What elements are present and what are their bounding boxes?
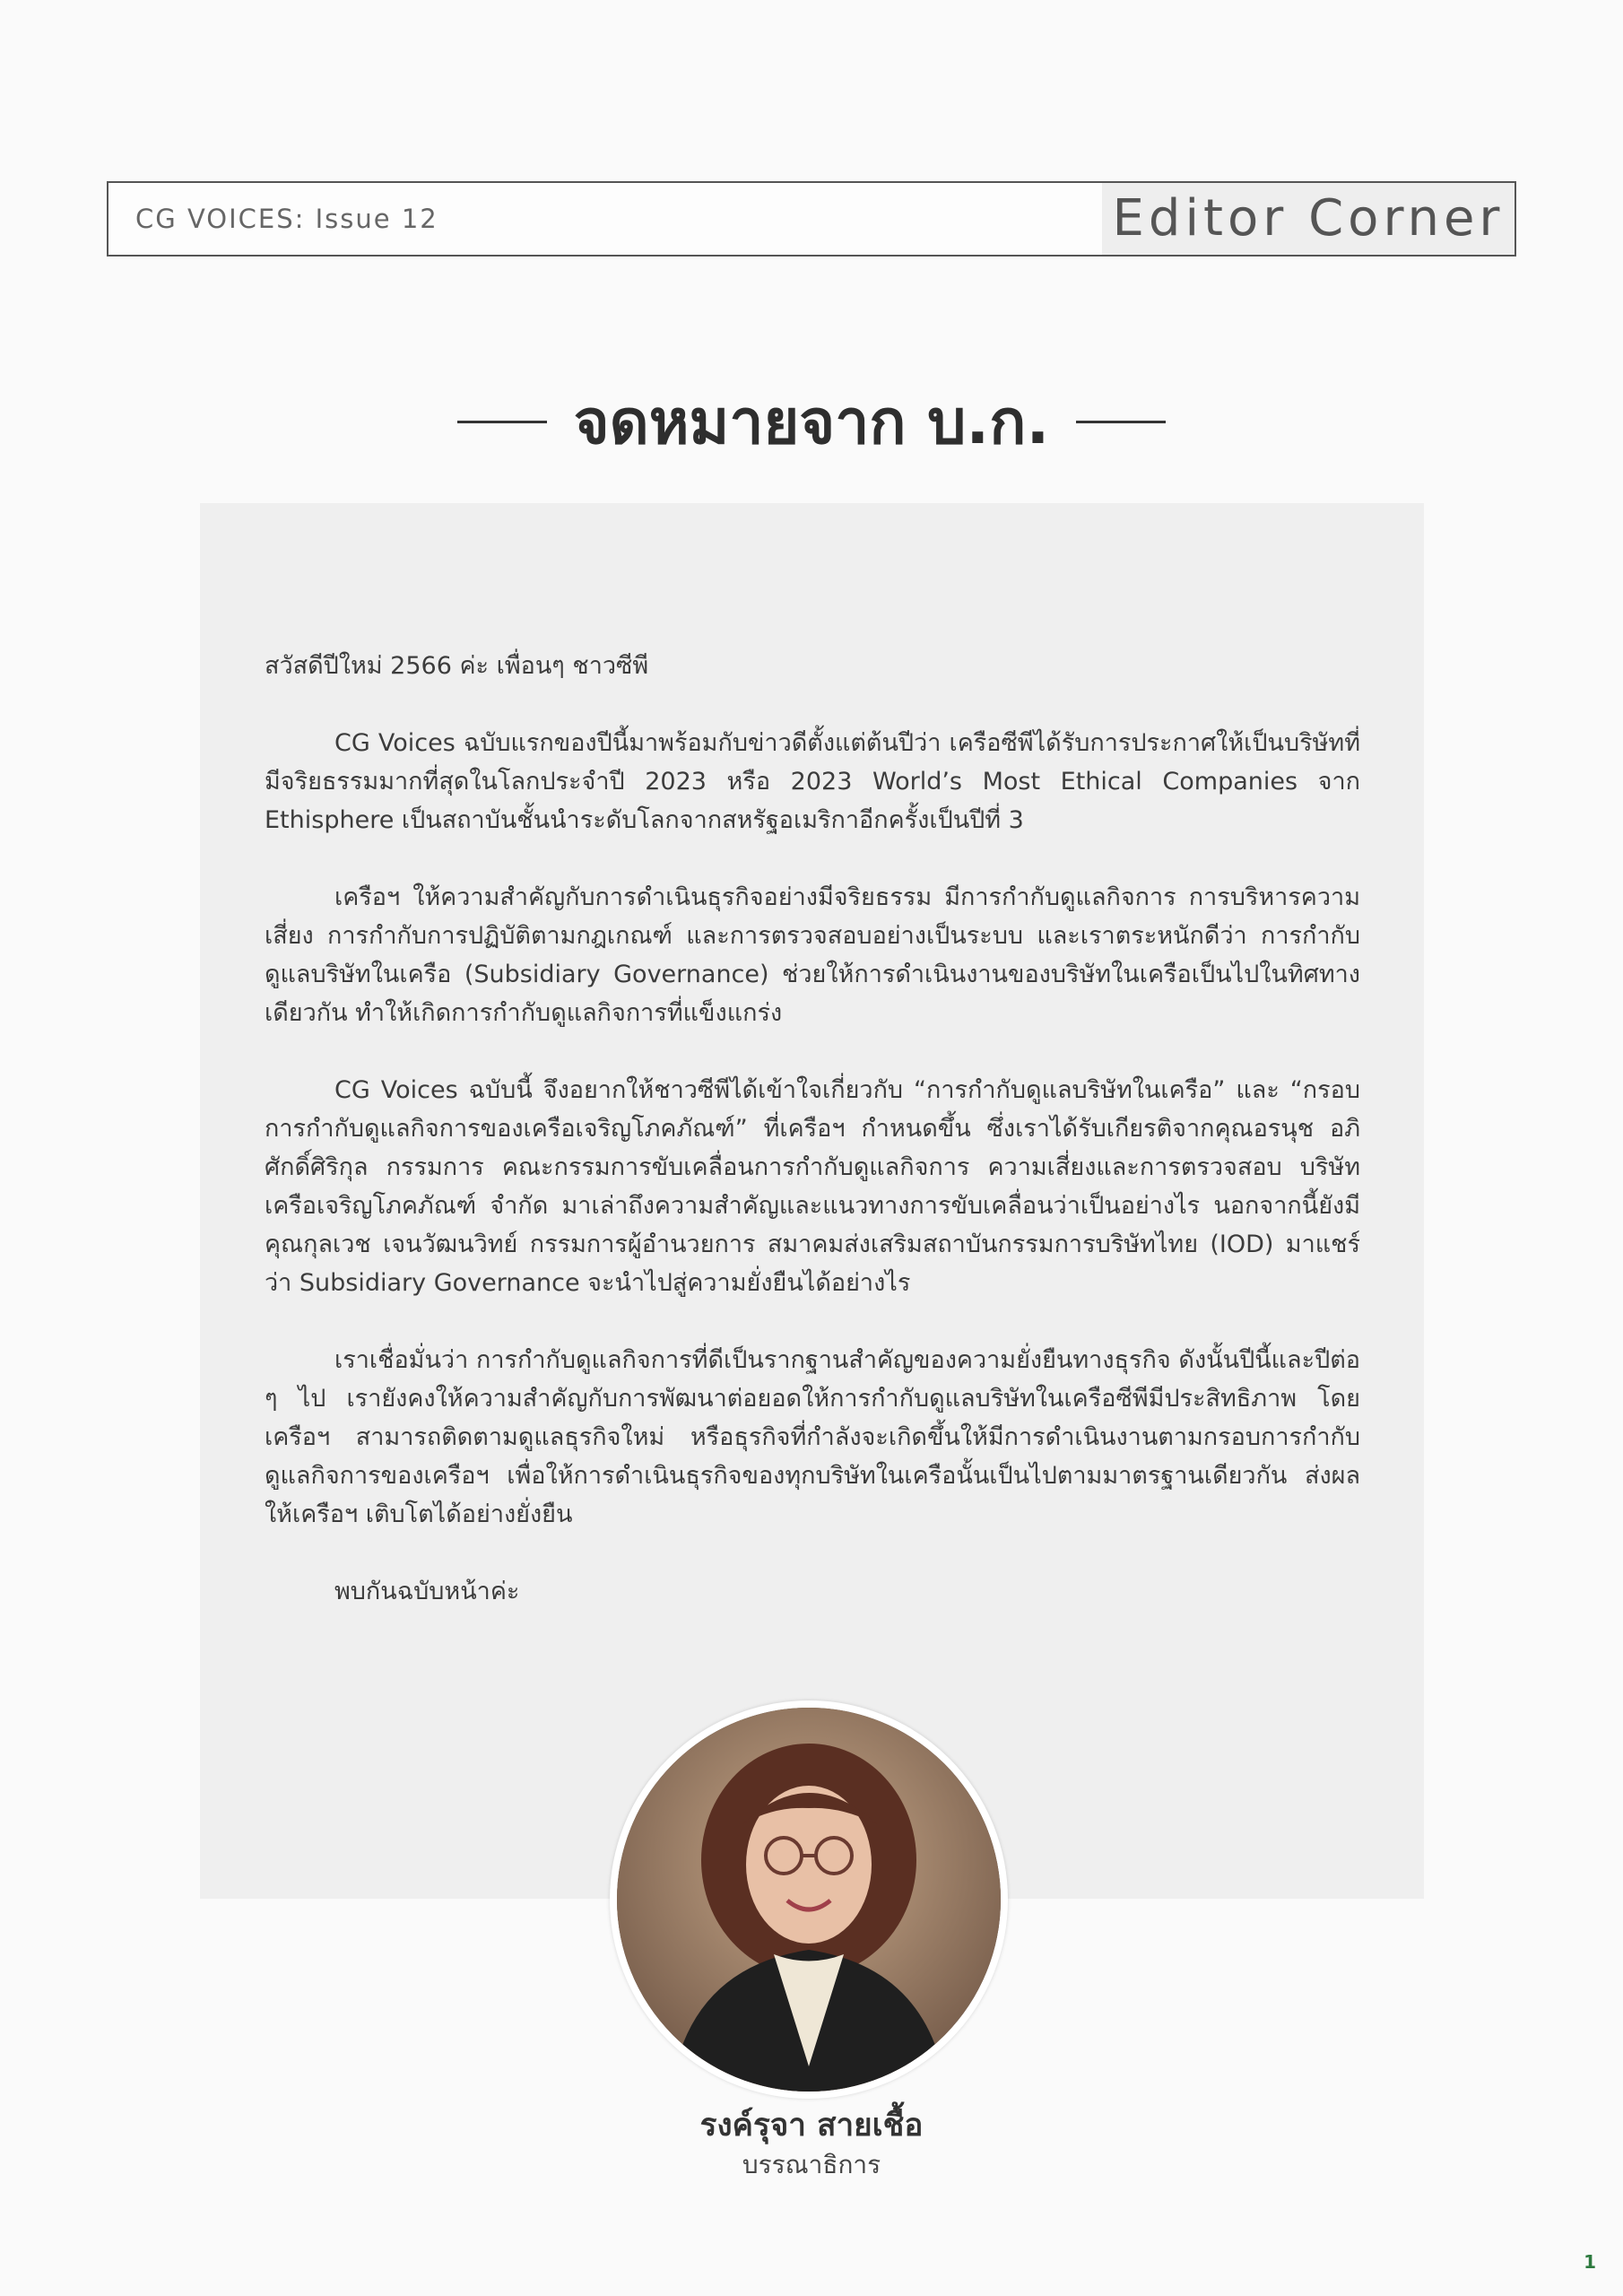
letter-panel [200,503,1424,1899]
letter-greeting: สวัสดีปีใหม่ 2566 ค่ะ เพื่อนๆ ชาวซีพี [265,652,649,680]
section-label: Editor Corner [1102,183,1515,255]
title-row [0,381,1623,462]
title-rule-right [1076,421,1166,423]
letter-paragraph: เราเชื่อมั่นว่า การกำกับดูแลกิจการที่ดีเป็นรากฐานสำคัญของความยั่งยืนทางธุรกิจ ดังนั้นปีนี้และปีต่อ ๆ ไป เรายังคงให้ความสำคัญกับการพัฒนาต่อยอดให้การกำกับดูแลบริษัทในเครือซีพีมีประสิทธิภาพ โดยเครือฯ สามารถติดตามดูแลธุรกิจใหม่ หรือธุรกิจที่กำลังจะเกิดขึ้นให้มีการดำเนินงานตามกรอบการกำกับดูแลกิจการของเครือฯ เพื่อให้การดำเนินธุรกิจของทุกบริษัทในเครือนั้นเป็นไปตามมาตรฐานเดียวกัน ส่งผลให้เครือฯ เติบโตได้อย่างยั่งยืน [265,1346,1360,1528]
editor-photo [610,1700,1008,2099]
letter-closing: พบกันฉบับหน้าค่ะ [334,1578,520,1605]
editor-portrait-image [617,1708,1001,2092]
letter-paragraph: เครือฯ ให้ความสำคัญกับการดำเนินธุรกิจอย่างมีจริยธรรม มีการกำกับดูแลกิจการ การบริหารความเสี่ยง การกำกับการปฏิบัติตามกฎเกณฑ์ และการตรวจสอบอย่างเป็นระบบ และเราตระหนักดีว่า การกำกับดูแลบริษัทในเครือ (Subsidiary Governance) ช่วยให้การดำเนินงานของบริษัทในเครือเป็นไปในทิศทางเดียวกัน ทำให้เกิดการกำกับดูแลกิจการที่แข็งแกร่ง [265,883,1360,1027]
letter-body [265,647,1360,1649]
editor-role: บรรณาธิการ [742,2150,881,2179]
title-rule-left [457,421,547,423]
page-number: 1 [1584,2251,1596,2273]
letter-paragraph: CG Voices ฉบับแรกของปีนี้มาพร้อมกับข่าวดีตั้งแต่ต้นปีว่า เครือซีพีได้รับการประกาศให้เป็นบริษัทที่มีจริยธรรมมากที่สุดในโลกประจำปี 2023 หรือ 2023 World’s Most Ethical Companies จาก Ethisphere เป็นสถาบันชั้นนำระดับโลกจากสหรัฐอเมริกาอีกครั้งเป็นปีที่ 3 [265,729,1360,834]
letter-paragraph: CG Voices ฉบับนี้ จึงอยากให้ชาวซีพีได้เข้าใจเกี่ยวกับ “การกำกับดูแลบริษัทในเครือ” และ “กรอบการกำกับดูแลกิจการของเครือเจริญโภคภัณฑ์” ที่เครือฯ กำหนดขึ้น ซึ่งเราได้รับเกียรติจากคุณอรนุช อภิศักดิ์ศิริกุล กรรมการ คณะกรรมการขับเคลื่อนการกำกับดูแลกิจการ ความเสี่ยงและการตรวจสอบ บริษัท เครือเจริญโภคภัณฑ์ จำกัด มาเล่าถึงความสำคัญและแนวทางการขับเคลื่อนว่าเป็นอย่างไร นอกจากนี้ยังมีคุณกุลเวช เจนวัฒนวิทย์ กรรมการผู้อำนวยการ สมาคมส่งเสริมสถาบันกรรมการบริษัทไทย (IOD) มาแชร์ว่า Subsidiary Governance จะนำไปสู่ความยั่งยืนได้อย่างไร [265,1076,1360,1297]
issue-label: CG VOICES: Issue 12 [135,204,438,234]
editor-name: รงค์รุจา สายเชื้อ [699,2108,924,2144]
header-bar [107,181,1516,257]
page-title: จดหมายจาก บ.ก. [573,387,1050,458]
